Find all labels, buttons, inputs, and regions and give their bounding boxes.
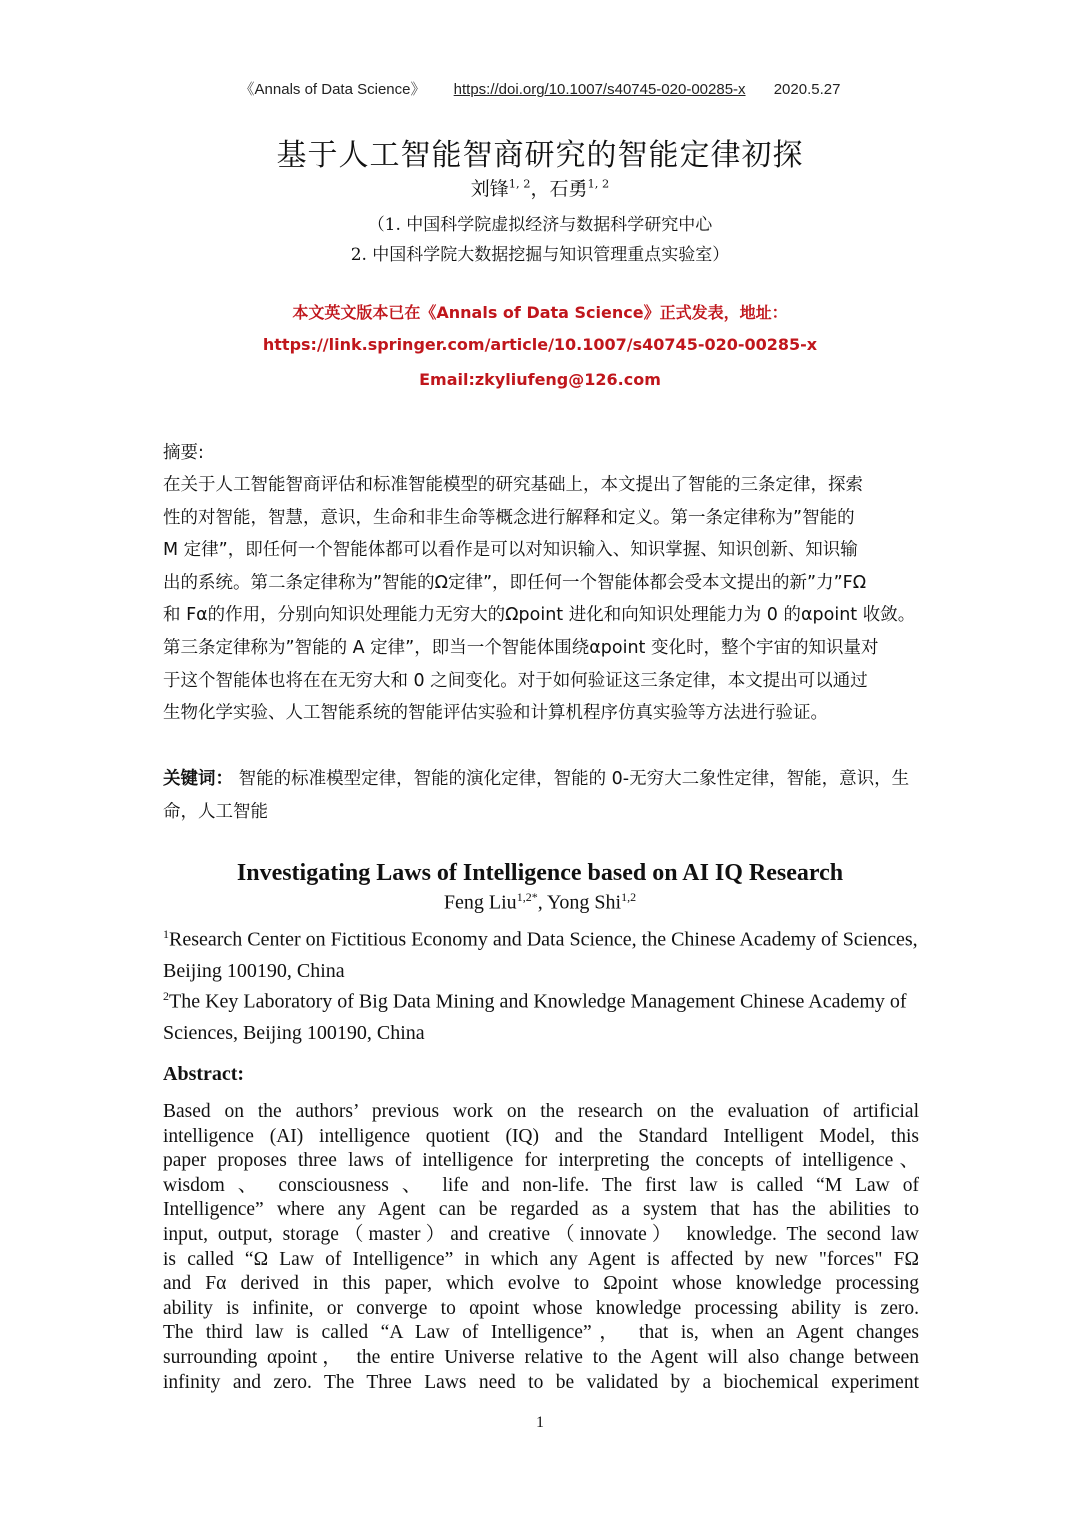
en-authors: Feng Liu$^{1,2*}$, Yong Shi$^{1,2}$ xyxy=(443,890,637,914)
en-abstract-line: The third law is called “A Law of Intelligence”， that is, when an Agent changes xyxy=(163,1322,919,1344)
en-abstract xyxy=(163,1100,919,1395)
en-author-2-sup: 1,2 xyxy=(621,890,637,904)
cn-author-1: 刘锋 xyxy=(470,178,509,200)
cn-abstract-line: 和 Fα的作用，分别向知识处理能力无穷大的Ωpoint 进化和向知识处理能力为 0 的αpoint 收敛。 xyxy=(163,605,916,626)
cn-abstract-line: 于这个智能体也将在在无穷大和 0 之间变化。对于如何验证这三条定律，本文提出可以通过 xyxy=(163,670,868,691)
cn-title: 基于人工智能智商研究的智能定律初探 xyxy=(276,138,804,173)
doi-link[interactable]: https://doi.org/10.1007/s40745-020-00285-x xyxy=(453,81,746,98)
cn-author-2-sup: 1, 2 xyxy=(587,176,610,191)
cn-author-1-sup: 1, 2 xyxy=(508,176,531,191)
cn-abstract-line: 第三条定律称为”智能的 A 定律”，即当一个智能体围绕αpoint 变化时，整个宇宙的知识量对 xyxy=(163,637,879,658)
cn-affiliation-1: （1. 中国科学院虚拟经济与数据科学研究中心 xyxy=(367,215,713,235)
en-affiliation-2-text: The Key Laboratory of Big Data Mining and Knowledge Management Chinese Academy of Sciences, Beijing 100190, China xyxy=(163,990,907,1044)
author-email[interactable]: Email:zkyliufeng@126.com xyxy=(419,370,661,389)
en-abstract-line: intelligence (AI) intelligence quotient (IQ) and the Standard Intelligent Model, this xyxy=(163,1125,919,1147)
publication-date: 2020.5.27 xyxy=(773,81,841,98)
running-header xyxy=(0,78,1080,99)
en-abstract-line: Intelligence” where any Agent can be regarded as a system that has the abilities to xyxy=(163,1199,919,1221)
en-author-1: Feng Liu xyxy=(443,891,517,914)
cn-keywords-label: 关键词： xyxy=(163,769,233,789)
cn-abstract-line: 在关于人工智能智商评估和标准智能模型的研究基础上，本文提出了智能的三条定律，探索 xyxy=(163,475,863,495)
en-abstract-line: is called “Ω Law of Intelligence” in which any Agent is affected by new "forces" FΩ xyxy=(163,1248,919,1270)
en-affiliation-2-sup: 2 xyxy=(163,989,169,1003)
en-title: Investigating Laws of Intelligence based on AI IQ Research xyxy=(236,860,844,886)
en-abstract-line: paper proposes three laws of intelligence for interpreting the concepts of intelligence、 xyxy=(163,1150,919,1172)
en-abstract-line: infinity and zero. The Three Laws need to be validated by a biochemical experiment xyxy=(163,1371,919,1393)
cn-author-2: 石勇 xyxy=(549,178,588,200)
journal-name: 《Annals of Data Science》 xyxy=(239,81,426,98)
en-affiliation-1-text: Research Center on Fictitious Economy and Data Science, the Chinese Academy of Sciences, Beijing 100190, China xyxy=(163,928,918,982)
cn-abstract-line: 出的系统。第二条定律称为”智能的Ω定律”，即任何一个智能体都会受本文提出的新”力”FΩ xyxy=(163,572,867,593)
en-affiliation-1 xyxy=(163,919,923,987)
en-author-1-sup: 1,2* xyxy=(516,890,538,904)
cn-abstract-line: 生物化学实验、人工智能系统的智能评估实验和计算机程序仿真实验等方法进行验证。 xyxy=(163,703,828,724)
cn-abstract-line: M 定律”，即任何一个智能体都可以看作是可以对知识输入、知识掌握、知识创新、知识输 xyxy=(163,540,858,561)
en-abstract-line: ability is infinite, or converge to αpoint whose knowledge processing ability is zero. xyxy=(163,1297,919,1319)
en-affiliation-1-sup: 1 xyxy=(163,927,169,941)
en-abstract-line: surrounding αpoint， the entire Universe relative to the Agent will also change between xyxy=(163,1346,919,1368)
en-abstract-line: wisdom 、 consciousness 、 life and non-life. The first law is called “M Law of xyxy=(163,1174,919,1196)
en-abstract-line: and Fα derived in this paper, which evolve to Ωpoint whose knowledge processing xyxy=(163,1273,919,1295)
publication-notice: 本文英文版本已在《Annals of Data Science》正式发表，地址： xyxy=(292,303,788,322)
en-abstract-line: input, output, storage（master）and creative（innovate） knowledge. The second law xyxy=(163,1223,919,1245)
cn-affiliation-2: 2. 中国科学院大数据挖掘与知识管理重点实验室） xyxy=(350,245,730,265)
en-abstract-label: Abstract: xyxy=(163,1063,245,1085)
cn-keywords-text: 智能的标准模型定律，智能的演化定律，智能的 0-无穷大二象性定律，智能，意识，生命，人工智能 xyxy=(163,769,910,822)
en-affiliation-2 xyxy=(163,981,923,1049)
page-number: 1 xyxy=(536,1414,544,1431)
springer-link[interactable]: https://link.springer.com/article/10.1007/s40745-020-00285-x xyxy=(262,335,818,354)
cn-keywords xyxy=(163,763,918,828)
cn-authors: 刘锋$^{1, 2}$，石勇$^{1, 2}$ xyxy=(470,176,610,200)
cn-abstract xyxy=(163,469,918,730)
cn-abstract-label: 摘要: xyxy=(163,443,204,463)
cn-abstract-line: 性的对智能，智慧，意识，生命和非生命等概念进行解释和定义。第一条定律称为”智能的 xyxy=(163,507,855,528)
en-author-2: Yong Shi xyxy=(546,891,622,914)
en-abstract-line: Based on the authors’ previous work on the research on the evaluation of artificial xyxy=(163,1101,919,1122)
